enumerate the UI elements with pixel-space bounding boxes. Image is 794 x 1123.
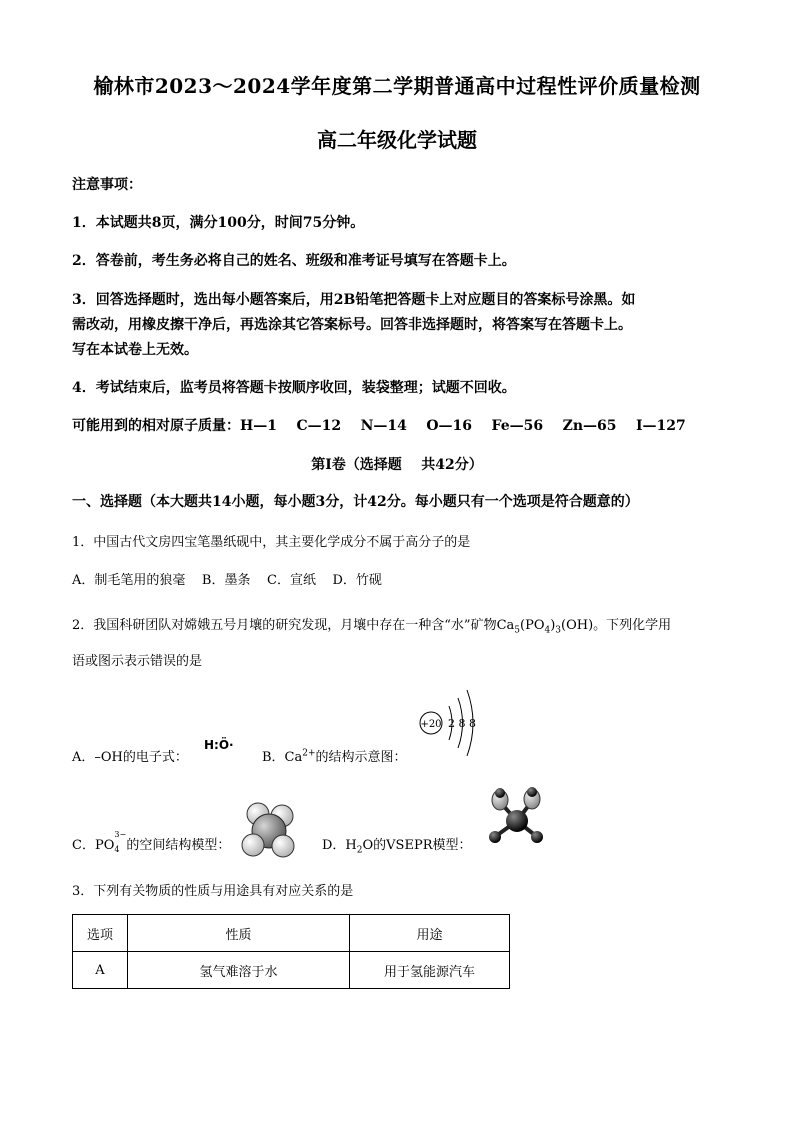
nucleus-charge: +20 bbox=[420, 719, 442, 730]
q2-option-d-label: D．H bbox=[322, 838, 357, 853]
notice-item-3-line-3: 写在本试卷上无效。 bbox=[72, 342, 198, 358]
q2-hydroxide: (OH) bbox=[561, 618, 594, 633]
water-vsepr-svg bbox=[486, 786, 548, 850]
phosphate-model-svg bbox=[240, 800, 298, 860]
notice-item-4: 4．考试结束后，监考员将答题卡按顺序收回，装袋整理；试题不回收。 bbox=[72, 380, 516, 396]
q2-option-d-suffix: O的VSEPR模型： bbox=[362, 838, 472, 853]
table-header-use: 用途 bbox=[350, 915, 510, 952]
q2-option-c-suffix: 的空间结构模型： bbox=[126, 838, 231, 853]
lone-pair-cap-1 bbox=[495, 788, 505, 798]
table-header-option: 选项 bbox=[73, 915, 128, 952]
q2-option-a bbox=[72, 746, 188, 765]
question-3-stem: 3．下列有关物质的性质与用途具有对应关系的是 bbox=[72, 884, 354, 899]
q2-option-b bbox=[262, 746, 407, 765]
atomic-masses-label: 可能用到的相对原子质量： bbox=[72, 418, 240, 434]
oxygen-sphere-3 bbox=[242, 834, 264, 856]
table-header-row bbox=[73, 915, 510, 952]
water-vsepr-model bbox=[486, 786, 548, 850]
q2-phosphate-subscript: 4 bbox=[544, 625, 551, 636]
q2-ca-subscript: 5 bbox=[514, 625, 520, 636]
calcium-ion-structure-diagram bbox=[414, 680, 486, 758]
q2-option-d-subscript: 2 bbox=[356, 845, 363, 856]
atomic-masses-values: H—1 C—12 N—14 O—16 Fe—56 Zn—65 I—127 bbox=[240, 418, 686, 434]
q2-option-b-label: B．Ca bbox=[262, 750, 303, 765]
q2-paren-close: ) bbox=[550, 618, 556, 633]
section-instruction: 一、选择题（本大题共14小题，每小题3分，计42分。每小题只有一个选项是符合题意的） bbox=[72, 494, 639, 510]
q2-option-c bbox=[72, 830, 231, 854]
table-cell-option: A bbox=[73, 952, 128, 989]
oxygen-center-sphere bbox=[506, 810, 528, 832]
table-cell-property: 氢气难溶于水 bbox=[128, 952, 350, 989]
question-3-table bbox=[72, 914, 510, 989]
exam-title: 榆林市2023～2024学年度第二学期普通高中过程性评价质量检测 bbox=[93, 74, 701, 98]
question-2-stem-line-1 bbox=[72, 614, 671, 636]
q2-option-c-label: C．PO bbox=[72, 838, 115, 853]
question-2-stem-line-2: 语或图示表示错误的是 bbox=[72, 654, 203, 669]
q2-option-b-suffix: 的结构示意图： bbox=[315, 750, 407, 765]
lone-pair-cap-2 bbox=[527, 787, 537, 797]
q2-option-c-charge: 3− bbox=[114, 830, 127, 839]
notice-item-3-line-1: 3．回答选择题时，选出每小题答案后，用2B铅笔把答题卡上对应题目的答案标号涂黑。如 bbox=[72, 292, 636, 308]
hydrogen-sphere-2 bbox=[531, 831, 543, 843]
q2-option-d bbox=[322, 834, 471, 856]
question-1-options: A．制毛笔用的狼毫 B．墨条 C．宣纸 D．竹砚 bbox=[72, 573, 382, 588]
q2-option-c-subscript: 4 bbox=[114, 845, 120, 854]
q2-option-a-label: A．–OH的电子式： bbox=[72, 750, 188, 765]
notice-item-2: 2．答卷前，考生务必将自己的姓名、班级和准考证号填写在答题卡上。 bbox=[72, 253, 516, 269]
q2-option-b-charge: 2+ bbox=[302, 748, 316, 759]
notice-heading: 注意事项： bbox=[72, 177, 142, 193]
question-1-stem: 1．中国古代文房四宝笔墨纸砚中，其主要化学成分不属于高分子的是 bbox=[72, 535, 471, 550]
q2-paren-subscript: 3 bbox=[555, 625, 562, 636]
oxygen-sphere-4 bbox=[272, 835, 294, 857]
electron-shells: 2 8 8 bbox=[448, 717, 476, 730]
calcium-ion-structure-svg bbox=[414, 680, 486, 758]
hydroxyl-electron-formula: H:Ö· bbox=[204, 738, 234, 752]
hydrogen-sphere-1 bbox=[489, 831, 501, 843]
atomic-masses bbox=[72, 415, 686, 435]
exam-subtitle: 高二年级化学试题 bbox=[317, 128, 477, 152]
section-title: 第I卷（选择题 共42分） bbox=[311, 457, 483, 473]
q2-phosphate: (PO bbox=[520, 618, 545, 633]
table-header-property: 性质 bbox=[128, 915, 350, 952]
notice-item-3-line-2: 需改动，用橡皮擦干净后，再选涂其它答案标号。回答非选择题时，将答案写在答题卡上。 bbox=[72, 317, 632, 333]
q2-stem-text: 2．我国科研团队对嫦娥五号月壤的研究发现，月壤中存在一种含“水”矿物Ca bbox=[72, 618, 515, 633]
q2-stem-tail: 。下列化学用 bbox=[593, 618, 672, 633]
notice-item-1: 1．本试题共8页，满分100分，时间75分钟。 bbox=[72, 215, 365, 231]
phosphate-space-filling-model bbox=[240, 800, 298, 860]
table-cell-use: 用于氢能源汽车 bbox=[350, 952, 510, 989]
table-row bbox=[73, 952, 510, 989]
